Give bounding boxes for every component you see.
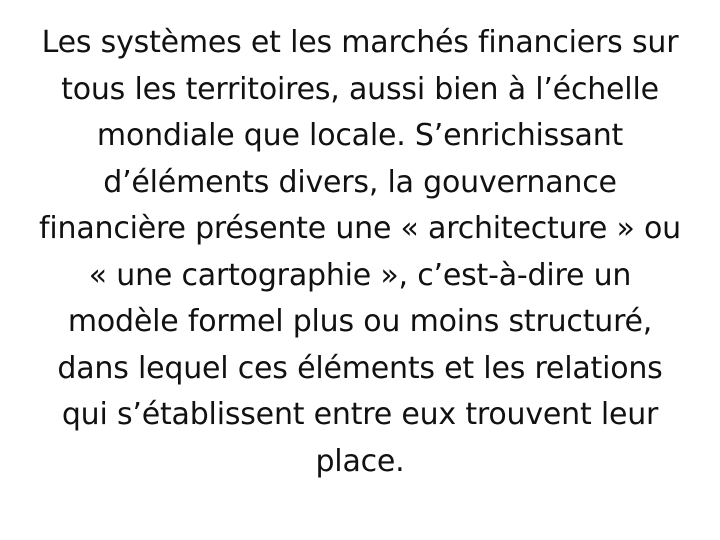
paragraph-line: mondiale que locale. S’enrichissant bbox=[96, 118, 624, 153]
paragraph-line: Les systèmes et les marchés financiers sur bbox=[41, 25, 679, 60]
paragraph-line: « une cartographie », c’est-à-dire un bbox=[88, 257, 632, 293]
paragraph-line: place. bbox=[315, 443, 405, 479]
paragraph-line: qui s’établissent entre eux trouvent leur bbox=[61, 397, 659, 432]
body-paragraph bbox=[0, 20, 720, 485]
paragraph-line: dans lequel ces éléments et les relations bbox=[57, 350, 663, 386]
paragraph-line: financière présente une « architecture » ou bbox=[39, 211, 681, 246]
paragraph-line: tous les territoires, aussi bien à l’échelle bbox=[61, 71, 659, 107]
paragraph-line: modèle formel plus ou moins structuré, bbox=[67, 304, 653, 339]
paragraph-line: d’éléments divers, la gouvernance bbox=[103, 164, 617, 200]
